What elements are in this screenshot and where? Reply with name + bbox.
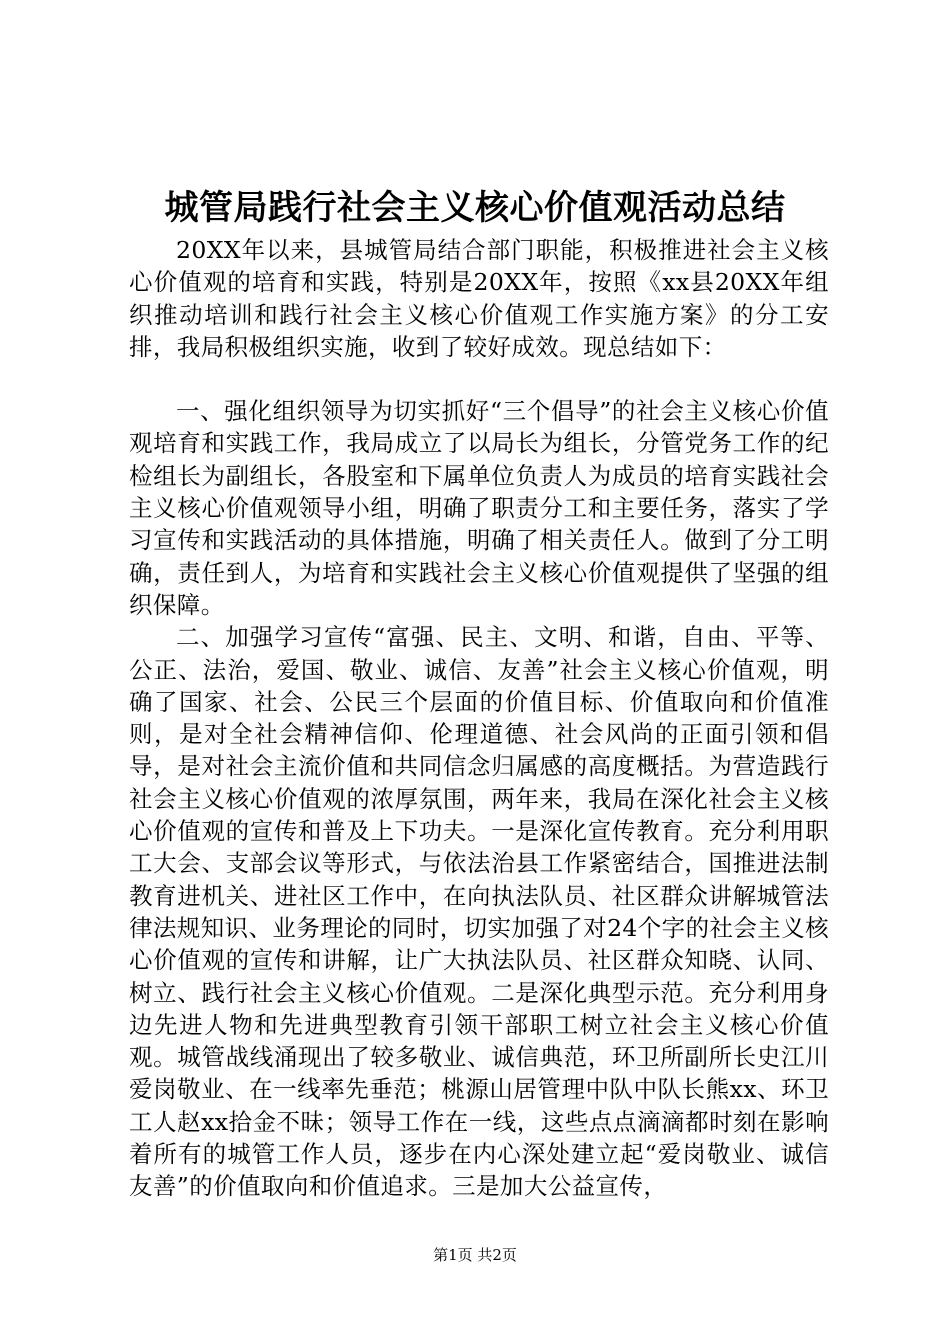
page-number-footer: 第1页 共2页 xyxy=(433,1246,517,1264)
document-body xyxy=(129,234,829,1203)
paragraph-section-1: 一、强化组织领导为切实抓好“三个倡导”的社会主义核心价值观培育和实践工作，我局成立了以局长为组长，分管党务工作的纪检组长为副组长，各股室和下属单位负责人为成员的培育实践社会主义核心价值观领导小组，明确了职责分工和主要任务，落实了学习宣传和实践活动的具体措施，明确了相关责任人。做到了分工明确，责任到人，为培育和实践社会主义核心价值观提供了坚强的组织保障。 xyxy=(129,397,829,619)
paragraph-section-2: 二、加强学习宣传“富强、民主、文明、和谐，自由、平等、公正、法治，爱国、敬业、诚信、友善”社会主义核心价值观，明确了国家、社会、公民三个层面的价值目标、价值取向和价值准则，是对全社会精神信仰、伦理道德、社会风尚的正面引领和倡导，是对社会主流价值和共同信念归属感的高度概括。为营造践行社会主义核心价值观的浓厚氛围，两年来，我局在深化社会主义核心价值观的宣传和普及上下功夫。一是深化宣传教育。充分利用职工大会、支部会议等形式，与依法治县工作紧密结合，国推进法制教育进机关、进社区工作中，在向执法队员、社区群众讲解城管法律法规知识、业务理论的同时，切实加强了对24个字的社会主义核心价值观的宣传和讲解，让广大执法队员、社区群众知晓、认同、树立、践行社会主义核心价值观。二是深化典型示范。充分利用身边先进人物和先进典型教育引领干部职工树立社会主义核心价值观。城管战线涌现出了较多敬业、诚信典范，环卫所副所长史江川爱岗敬业、在一线率先垂范；桃源山居管理中队中队长熊xx、环卫工人赵xx拾金不昧；领导工作在一线，这些点点滴滴都时刻在影响着所有的城管工作人员，逐步在内心深处建立起“爱岗敬业、诚信友善”的价值取向和价值追求。三是加大公益宣传， xyxy=(129,623,829,1201)
document-title: 城管局践行社会主义核心价值观活动总结 xyxy=(164,188,786,228)
paragraph-intro: 20XX年以来，县城管局结合部门职能，积极推进社会主义核心价值观的培育和实践，特别是20XX年，按照《xx县20XX年组织推动培训和践行社会主义核心价值观工作实施方案》的分工安排，我局积极组织实施，收到了较好成效。现总结如下： xyxy=(129,236,829,361)
